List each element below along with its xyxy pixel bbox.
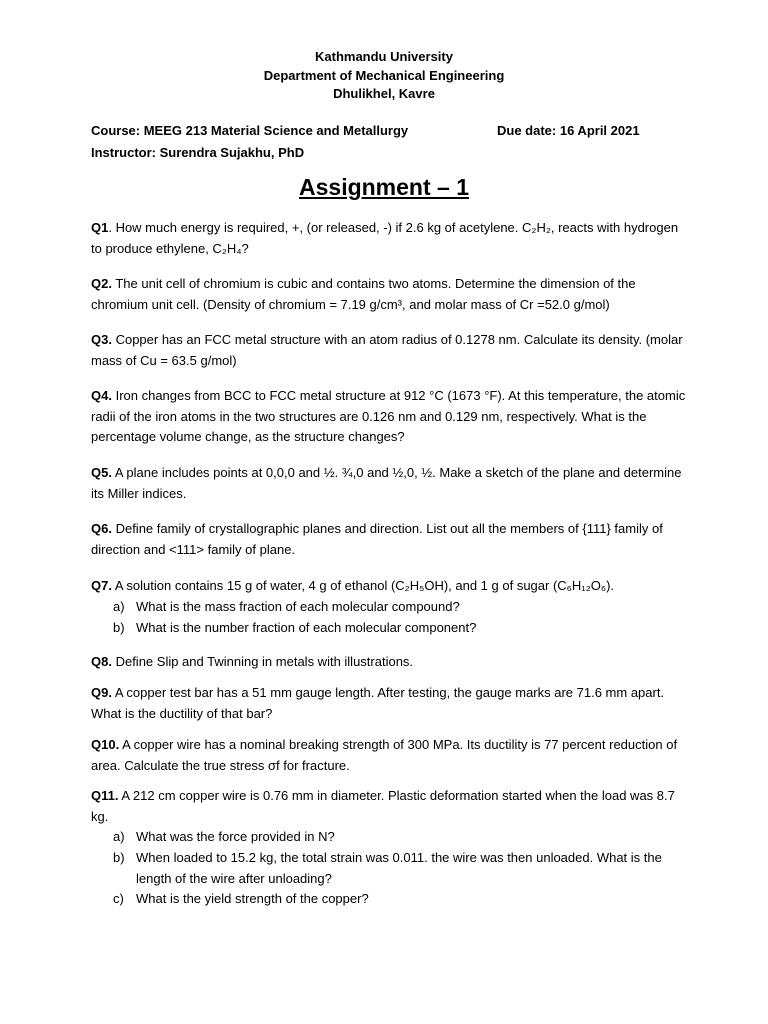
location: Dhulikhel, Kavre [333,86,435,101]
sub-marker: c) [113,891,124,906]
course-row [91,123,691,138]
question-text: Define Slip and Twinning in metals with illustrations. [111,654,414,669]
sub-text: What is the number fraction of each molecular component? [136,620,477,635]
question-11 [91,786,691,827]
question-label: Q2. [91,276,112,291]
question-text: A solution contains 15 g of water, 4 g of ethanol (C₂H₅OH), and 1 g of sugar (C₆H₁₂O₆). [111,578,615,593]
question-label: Q10. [91,737,120,752]
question-label: Q3. [91,332,112,347]
question-6 [91,519,691,560]
question-label: Q9. [91,685,112,700]
question-text: A plane includes points at 0,0,0 and ½. ¾,0 and ½,0, ½. Make a sketch of the plane and determine its Miller indices. [91,465,682,501]
question-text: A 212 cm copper wire is 0.76 mm in diameter. Plastic deformation started when the load was 8.7 kg. [91,788,675,824]
assignment-title: Assignment – 1 [299,174,469,200]
sub-text: When loaded to 15.2 kg, the total strain was 0.011. the wire was then unloaded. What is the length of the wire after unloading? [136,850,662,886]
sub-text: What was the force provided in N? [136,829,335,844]
question-11-part-a [113,827,683,848]
sub-marker: b) [113,620,125,635]
question-text: Copper has an FCC metal structure with an atom radius of 0.1278 nm. Calculate its density. (molar mass of Cu = 63.5 g/mol) [91,332,683,368]
question-label: Q11. [91,788,119,803]
question-7-part-a [113,597,683,618]
sub-marker: b) [113,850,125,865]
question-2 [91,274,691,315]
question-label: Q8. [91,654,112,669]
instructor-row [91,145,691,160]
question-1 [91,218,691,259]
question-11-part-c [113,889,683,910]
question-4 [91,386,691,448]
sub-marker: a) [113,829,125,844]
sub-marker: a) [113,599,125,614]
sub-text: What is the mass fraction of each molecular compound? [136,599,460,614]
question-label: Q6. [91,521,112,536]
question-text: . How much energy is required, +, (or released, -) if 2.6 kg of acetylene. C₂H₂, reacts with hydrogen to produce ethylene, C₂H₄? [91,220,679,256]
department-name: Department of Mechanical Engineering [263,67,505,83]
question-label: Q5. [91,465,112,480]
document-header [0,48,768,104]
question-8 [91,652,691,673]
question-7 [91,576,691,597]
question-5 [91,463,691,504]
question-9 [91,683,691,724]
university-name: Kathmandu University [315,49,453,64]
instructor-info: Instructor: Surendra Sujakhu, PhD [91,145,305,160]
question-text: Define family of crystallographic planes and direction. List out all the members of {111} family of direction and <111> family of plane. [91,521,663,557]
question-text: The unit cell of chromium is cubic and contains two atoms. Determine the dimension of the chromium unit cell. (Density of chromium = 7.19 g/cm³, and molar mass of Cr =52.0 g/mol) [91,276,636,312]
question-text: A copper wire has a nominal breaking strength of 300 MPa. Its ductility is 77 percent reduction of area. Calculate the true stress σf for fracture. [91,737,678,773]
question-text: Iron changes from BCC to FCC metal structure at 912 °C (1673 °F). At this temperature, the atomic radii of the iron atoms in the two structures are 0.126 nm and 0.129 nm, respectively. What is the percentage volume change, as the structure changes? [91,388,686,444]
question-10 [91,735,691,776]
course-info: Course: MEEG 213 Material Science and Metallurgy [91,123,409,138]
question-7-part-b [113,618,683,639]
question-11-part-b [113,848,683,889]
question-label: Q7. [91,578,112,593]
due-date: Due date: 16 April 2021 [497,123,640,138]
question-text: A copper test bar has a 51 mm gauge length. After testing, the gauge marks are 71.6 mm apart. What is the ductility of that bar? [91,685,665,721]
question-label: Q1 [91,220,109,235]
question-label: Q4. [91,388,112,403]
sub-text: What is the yield strength of the copper? [136,891,369,906]
question-3 [91,330,691,371]
